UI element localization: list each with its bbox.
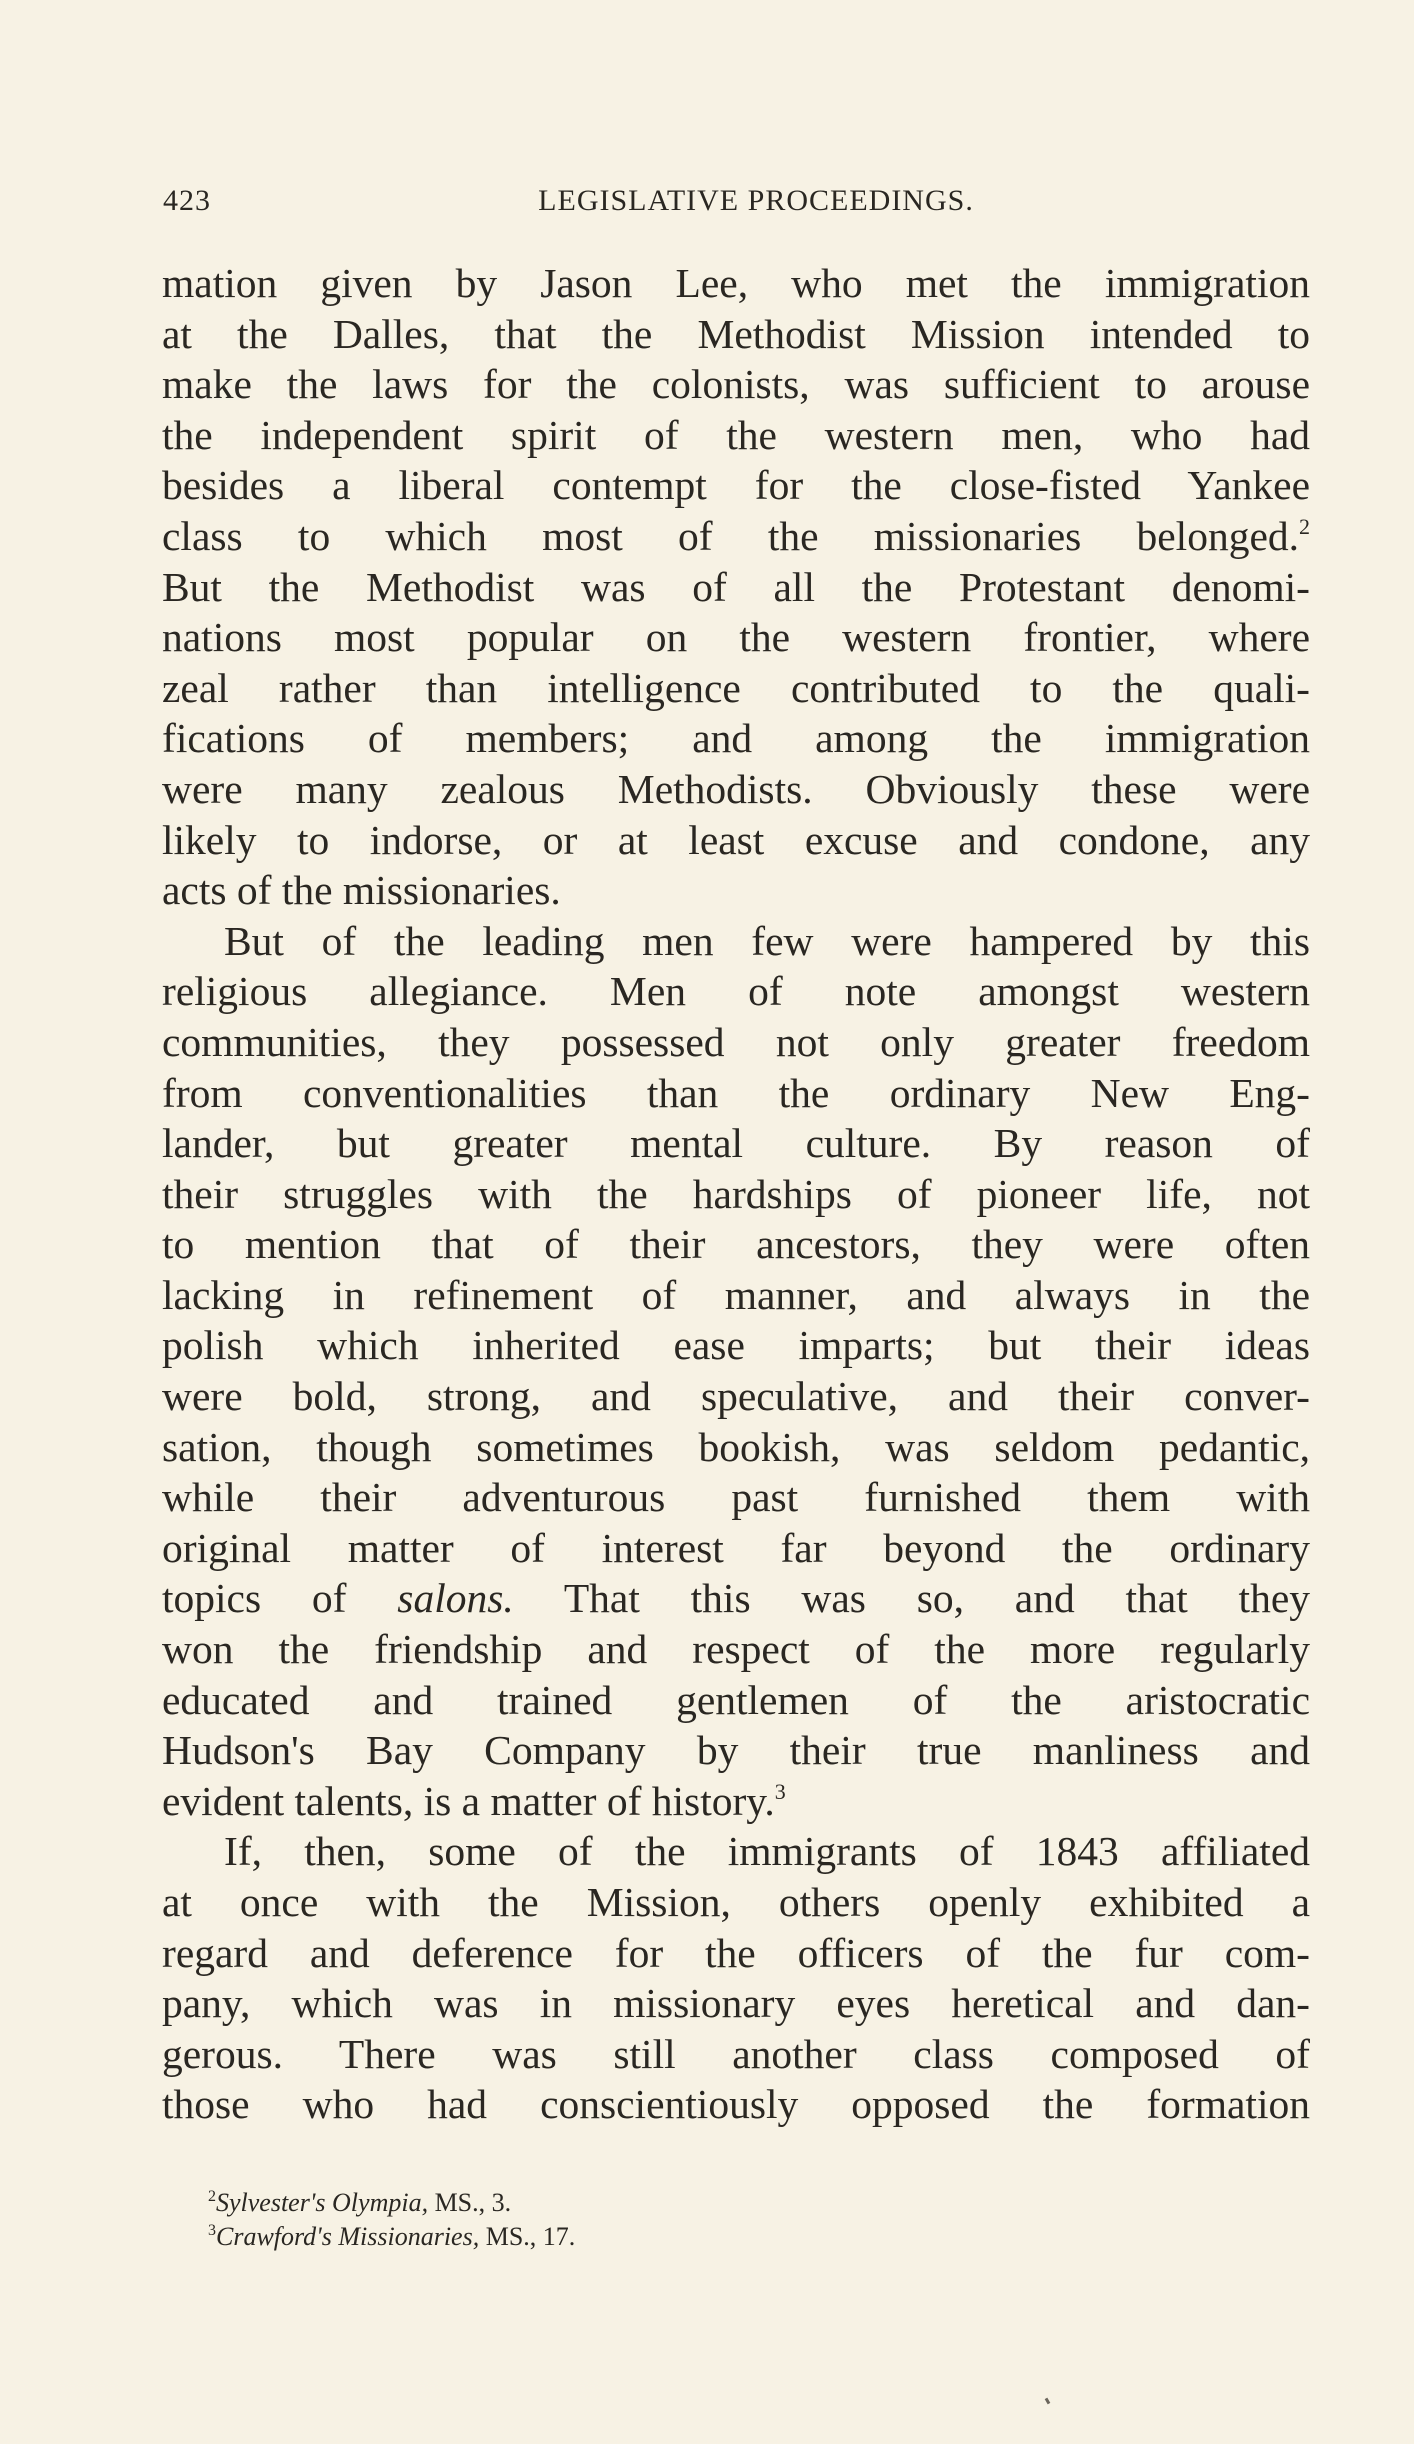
text-line — [162, 1573, 1310, 1624]
text-line: besides a liberal contempt for the close-fisted Yankee — [162, 462, 1310, 509]
text-line — [162, 1776, 1310, 1827]
footnote-marker: 3 — [208, 2222, 216, 2239]
line-text: topics of — [162, 1575, 347, 1622]
text-line: were many zealous Methodists. Obviously these were — [162, 765, 1310, 812]
text-line: educated and trained gentlemen of the aristocratic — [162, 1676, 1310, 1723]
text-line: likely to indorse, or at least excuse and condone, any — [162, 816, 1310, 863]
text-line: were bold, strong, and speculative, and their conver- — [162, 1373, 1310, 1420]
footnote-source-title: Crawford's Missionaries, — [216, 2222, 480, 2251]
text-line: But the Methodist was of all the Protestant denomi- — [162, 563, 1310, 610]
paragraph-start-line: But of the leading men few were hampered by this — [224, 917, 1310, 964]
line-text: That this was so, and that they — [563, 1575, 1310, 1622]
text-line: won the friendship and respect of the more regularly — [162, 1626, 1310, 1673]
italic-word: salons. — [397, 1575, 514, 1622]
text-line: gerous. There was still another class composed of — [162, 2030, 1310, 2077]
footnotes — [208, 2186, 1208, 2254]
text-line: religious allegiance. Men of note amongst western — [162, 968, 1310, 1015]
text-line: acts of the missionaries. — [162, 867, 561, 914]
page-heading: LEGISLATIVE PROCEEDINGS. — [538, 184, 974, 217]
line-text: evident talents, is a matter of history. — [162, 1777, 775, 1824]
text-line: from conventionalities than the ordinary New Eng- — [162, 1069, 1310, 1116]
line-text: class to which most of the missionaries belonged. — [162, 512, 1299, 559]
text-line: zeal rather than intelligence contributed to the quali- — [162, 664, 1310, 711]
footnote-marker: 2 — [208, 2188, 216, 2205]
text-line: original matter of interest far beyond the ordinary — [162, 1524, 1310, 1571]
text-line: Hudson's Bay Company by their true manliness and — [162, 1727, 1310, 1774]
text-line: polish which inherited ease imparts; but their ideas — [162, 1322, 1310, 1369]
footnote-source-title: Sylvester's Olympia, — [216, 2188, 429, 2217]
text-line: the independent spirit of the western men, who had — [162, 411, 1310, 458]
text-line: at the Dalles, that the Methodist Mission intended to — [162, 310, 1310, 357]
footnote — [208, 2186, 1208, 2220]
text-line: sation, though sometimes bookish, was seldom pedantic, — [162, 1423, 1310, 1470]
text-line: their struggles with the hardships of pioneer life, not — [162, 1170, 1310, 1217]
text-line: regard and deference for the officers of the fur com- — [162, 1929, 1310, 1976]
footnote-reference: 2 — [1299, 513, 1310, 539]
text-line: to mention that of their ancestors, they were often — [162, 1221, 1310, 1268]
paragraph-start-line: If, then, some of the immigrants of 1843 affiliated — [224, 1828, 1310, 1875]
footnote-reference: 3 — [774, 1778, 786, 1804]
text-line: nations most popular on the western frontier, where — [162, 614, 1310, 661]
text-line: at once with the Mission, others openly exhibited a — [162, 1879, 1310, 1925]
running-head — [163, 184, 1309, 224]
text-line: lander, but greater mental culture. By reason of — [162, 1120, 1310, 1167]
footnote-citation: MS., 3. — [428, 2188, 512, 2217]
text-line: while their adventurous past furnished them with — [162, 1474, 1310, 1521]
text-line: communities, they possessed not only greater freedom — [162, 1018, 1310, 1065]
footnote-citation: MS., 17. — [479, 2222, 576, 2251]
text-line: those who had conscientiously opposed the formation — [162, 2081, 1310, 2128]
text-line — [162, 511, 1310, 562]
ink-speck — [1045, 2398, 1051, 2405]
footnote — [208, 2220, 1208, 2254]
text-line: make the laws for the colonists, was sufficient to arouse — [162, 361, 1310, 408]
text-line: mation given by Jason Lee, who met the immigration — [162, 260, 1310, 306]
page-number: 423 — [163, 184, 211, 217]
text-line: fications of members; and among the immigration — [162, 715, 1310, 762]
text-line: pany, which was in missionary eyes heretical and dan- — [162, 1980, 1310, 2027]
body-text — [162, 258, 1310, 2130]
text-line: lacking in refinement of manner, and always in the — [162, 1271, 1310, 1318]
